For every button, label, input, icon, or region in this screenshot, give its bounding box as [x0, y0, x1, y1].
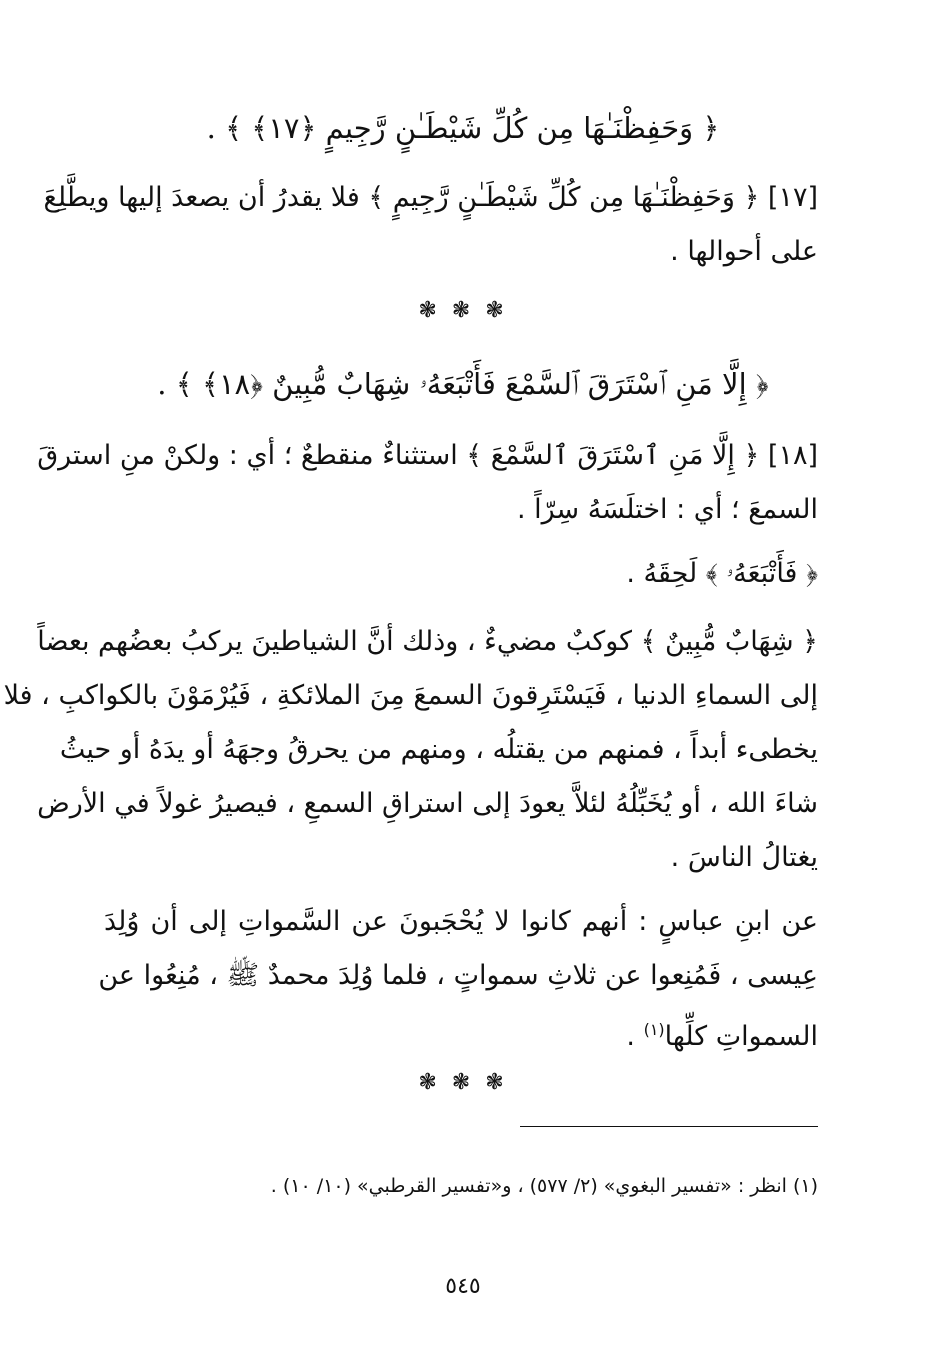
quran-verse-17: ﴿ وَحَفِظْنَـٰهَا مِن كُلِّ شَيْطَـٰنٍ رَّجِيمٍ ﴿١٧﴾ ﴾ .: [206, 111, 720, 145]
ibn-abbas-line-2: عِيسى ، فَمُنِعوا عن ثلاثِ سمواتٍ ، فلما وُلِدَ محمدٌ ﷺ ، مُنِعُوا عن: [98, 960, 818, 991]
ibn-abbas-line-3-end: .: [626, 1021, 644, 1052]
commentary-shihab-line-4: شاءَ الله ، أو يُخَبِّلُهُ لئلاَّ يعودَ إلى استراقِ السمعِ ، فيصيرُ غولاً في الأرض: [37, 788, 818, 819]
commentary-shihab-line-2: إلى السماءِ الدنيا ، فَيَسْتَرِقونَ السمعَ مِنَ الملائكةِ ، فَيُرْمَوْنَ بالكواكبِ ، فلا: [3, 680, 818, 711]
commentary-shihab-line-5: يغتالُ الناسَ .: [670, 842, 818, 873]
ibn-abbas-line-1: عن ابنِ عباسٍ : أنهم كانوا لا يُحْجَبونَ عن السَّمواتِ إلى أن وُلِدَ: [104, 906, 818, 937]
footnote-divider: [520, 1126, 818, 1127]
ibn-abbas-line-3-text: السمواتِ كلِّها: [664, 1021, 818, 1052]
commentary-18-line-2: السمعَ ؛ أي : اختلَسَهُ سِرّاً .: [516, 494, 818, 525]
commentary-17-line-1: [١٧] ﴿ وَحَفِظْنَـٰهَا مِن كُلِّ شَيْطَـٰنٍ رَّجِيمٍ ﴾ فلا يقدرُ أن يصعدَ إليها ويطَّلِعَ: [43, 182, 818, 213]
quran-verse-18: ﴿ إِلَّا مَنِ ٱسْتَرَقَ ٱلسَّمْعَ فَأَتْبَعَهُۥ شِهَابٌ مُّبِينٌ ﴿١٨﴾ ﴾ .: [157, 367, 769, 401]
ibn-abbas-line-3: [626, 1010, 818, 1057]
commentary-shihab-line-3: يخطىء أبداً ، فمنهم من يقتلُه ، ومنهم من يحرقُ وجهَهُ أو يدَهُ أو حيثُ: [59, 734, 818, 765]
commentary-atbaahu: ﴿ فَأَتْبَعَهُۥ ﴾ لَحِقَهُ .: [626, 558, 818, 589]
commentary-17-line-2: على أحوالها .: [670, 236, 818, 267]
section-separator-2: ❃ ❃ ❃: [418, 1070, 508, 1095]
page-number: ٥٤٥: [445, 1274, 481, 1299]
section-separator-1: ❃ ❃ ❃: [418, 298, 508, 323]
commentary-shihab-line-1: ﴿ شِهَابٌ مُّبِينٌ ﴾ كوكبٌ مضيءٌ ، وذلك أنَّ الشياطينَ يركبُ بعضُهم بعضاً: [37, 626, 818, 657]
footnote-text: (١) انظر : «تفسير البغوي» (٢/ ٥٧٧) ، و«تفسير القرطبي» (١٠/ ١٠) .: [270, 1175, 818, 1197]
commentary-18-line-1: [١٨] ﴿ إِلَّا مَنِ ٱسْتَرَقَ ٱلسَّمْعَ ﴾ استثناءٌ منقطعٌ ؛ أي : ولكنْ منِ استرقَ: [37, 440, 818, 471]
footnote-reference: (١): [643, 1020, 665, 1039]
